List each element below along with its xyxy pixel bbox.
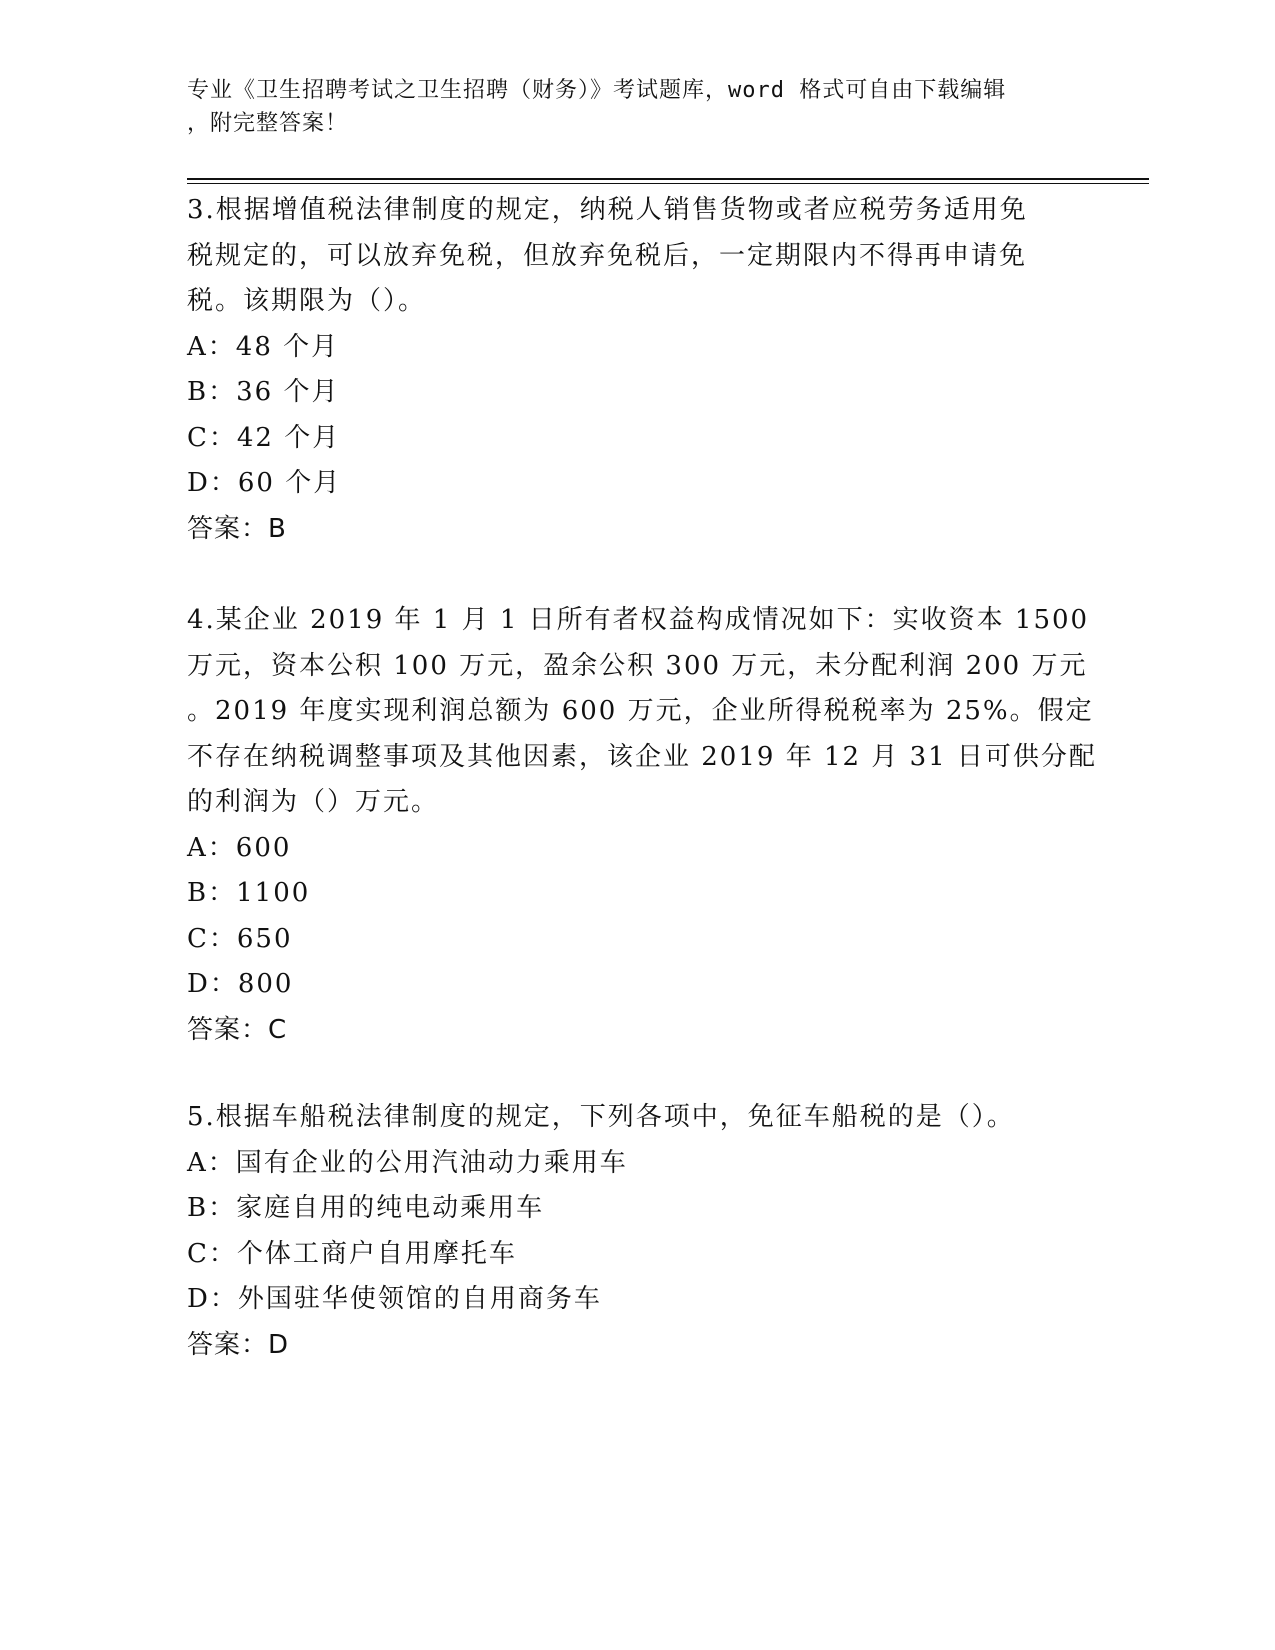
answer: 答案：C	[187, 1014, 288, 1045]
stem-line: 不存在纳税调整事项及其他因素，该企业 2019 年 12 月 31 日可供分配	[187, 741, 1097, 772]
header-line-1: 专业《卫生招聘考试之卫生招聘（财务）》考试题库，word 格式可自由下载编辑	[187, 78, 1007, 103]
question-5	[187, 1095, 1087, 1368]
option-d: D：60 个月	[187, 468, 342, 498]
header-line-2: ，附完整答案！	[187, 111, 349, 136]
stem-line: 3.根据增值税法律制度的规定，纳税人销售货物或者应税劳务适用免	[187, 195, 1028, 225]
stem-line: 的利润为（）万元。	[187, 787, 440, 817]
stem-line: 。2019 年度实现利润总额为 600 万元，企业所得税税率为 25%。假定	[187, 696, 1094, 726]
stem-line: 4.某企业 2019 年 1 月 1 日所有者权益构成情况如下：实收资本 1500	[187, 605, 1090, 635]
stem-line: 税规定的，可以放弃免税，但放弃免税后，一定期限内不得再申请免	[187, 240, 1028, 271]
stem-line: 万元，资本公积 100 万元，盈余公积 300 万元，未分配利润 200 万元	[187, 650, 1088, 681]
option-a: A：600	[187, 832, 292, 863]
option-b: B：36 个月	[187, 377, 340, 407]
stem-line: 税。该期限为（）。	[187, 286, 427, 316]
question-4	[187, 598, 1097, 1053]
option-b: B：1100	[187, 878, 311, 908]
answer: 答案：D	[187, 1329, 290, 1360]
question-stem	[187, 598, 1097, 826]
question-stem	[187, 1095, 1087, 1141]
option-d: D：800	[187, 969, 294, 999]
header-divider-thin	[187, 183, 1149, 184]
option-c: C：42 个月	[187, 422, 341, 453]
question-stem	[187, 188, 1087, 325]
question-3	[187, 188, 1087, 552]
document-header	[187, 74, 1067, 140]
answer: 答案：B	[187, 513, 287, 544]
option-d: D：外国驻华使领馆的自用商务车	[187, 1284, 602, 1314]
option-a: A：国有企业的公用汽油动力乘用车	[187, 1147, 628, 1178]
option-c: C：650	[187, 923, 293, 954]
option-c: C：个体工商户自用摩托车	[187, 1238, 517, 1269]
stem-line: 5.根据车船税法律制度的规定，下列各项中，免征车船税的是（）。	[187, 1102, 1015, 1132]
option-b: B：家庭自用的纯电动乘用车	[187, 1193, 545, 1223]
header-divider-thick	[187, 178, 1149, 180]
option-a: A：48 个月	[187, 331, 340, 362]
